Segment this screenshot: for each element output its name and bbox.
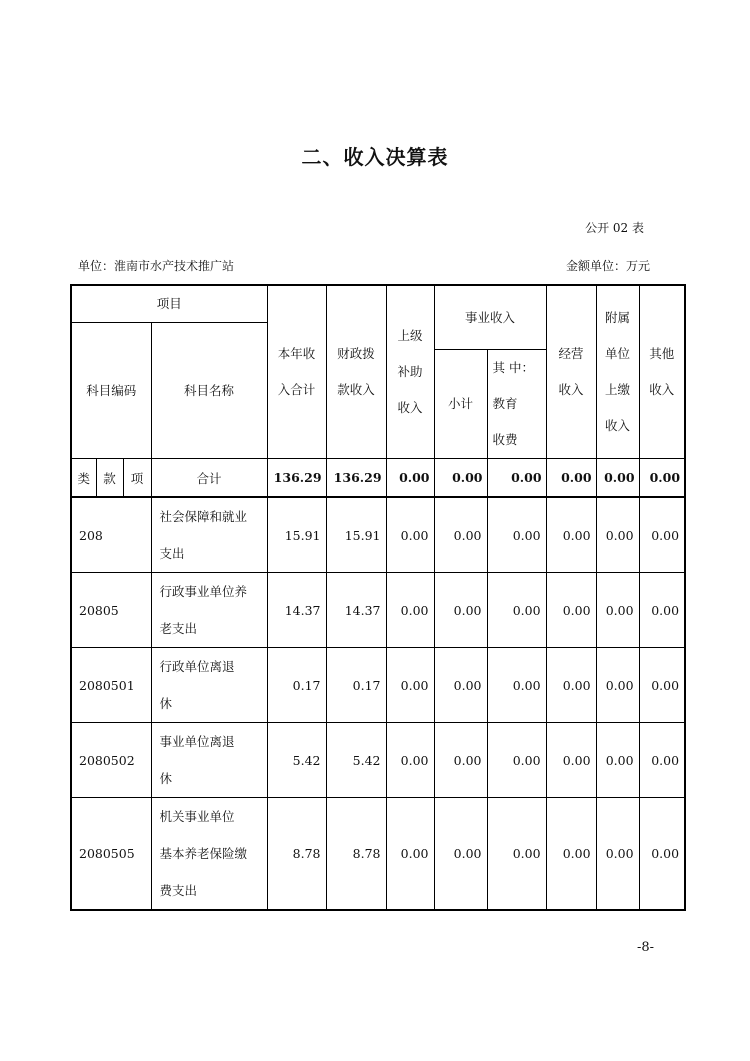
row-value: 0.00	[386, 648, 434, 723]
total-value: 136.29	[326, 459, 386, 498]
header-education-line: 教育	[492, 396, 518, 411]
header-superior-line: 收入	[397, 400, 423, 415]
row-value: 0.00	[546, 648, 596, 723]
row-name-line: 支出	[159, 546, 185, 561]
header-operating	[546, 285, 596, 459]
row-value: 0.00	[639, 573, 685, 648]
total-value: 0.00	[639, 459, 685, 498]
header-superior	[386, 285, 434, 459]
row-value: 0.00	[487, 573, 546, 648]
total-value: 0.00	[487, 459, 546, 498]
form-number: 公开 02 表	[585, 221, 644, 235]
row-value: 0.17	[326, 648, 386, 723]
table-row	[71, 573, 685, 648]
row-value: 0.00	[434, 497, 487, 573]
header-subtotal: 小计	[434, 350, 487, 459]
header-operating-line: 收入	[558, 382, 584, 397]
total-value: 0.00	[434, 459, 487, 498]
table-row	[71, 497, 685, 573]
row-value: 0.00	[596, 723, 639, 798]
header-affiliated-line: 收入	[605, 418, 631, 433]
row-name-line: 基本养老保险缴	[159, 846, 248, 861]
row-value: 0.00	[639, 497, 685, 573]
header-other-line: 其他	[649, 346, 675, 361]
row-value: 0.00	[386, 798, 434, 911]
row-value: 0.00	[596, 648, 639, 723]
table-row	[71, 798, 685, 911]
row-value: 5.42	[267, 723, 326, 798]
row-value: 14.37	[267, 573, 326, 648]
row-value: 0.00	[546, 723, 596, 798]
row-value: 5.42	[326, 723, 386, 798]
page-number: -8-	[636, 940, 654, 955]
unit-label: 单位：淮南市水产技术推广站	[78, 259, 235, 273]
row-code: 20805	[71, 573, 151, 648]
row-name	[151, 497, 267, 573]
row-value: 0.00	[639, 798, 685, 911]
header-fiscal-line: 财政拨	[337, 346, 375, 361]
row-name-line: 行政单位离退	[159, 659, 235, 674]
header-affiliated	[596, 285, 639, 459]
row-value: 0.00	[386, 723, 434, 798]
amount-unit-label: 金额单位：万元	[565, 259, 650, 273]
header-business: 事业收入	[434, 285, 546, 350]
header-total	[267, 285, 326, 459]
row-name-line: 社会保障和就业	[159, 509, 248, 524]
header-affiliated-line: 附属	[605, 310, 631, 325]
row-code: 208	[71, 497, 151, 573]
header-item-sub: 项	[123, 459, 151, 498]
header-affiliated-line: 上缴	[605, 382, 631, 397]
header-fiscal	[326, 285, 386, 459]
header-other	[639, 285, 685, 459]
row-value: 0.00	[434, 723, 487, 798]
row-value: 8.78	[267, 798, 326, 911]
row-value: 0.00	[386, 573, 434, 648]
row-value: 15.91	[267, 497, 326, 573]
row-name-line: 休	[159, 771, 173, 786]
header-education-line: 其 中：	[492, 360, 534, 375]
row-name	[151, 648, 267, 723]
row-name-line: 行政事业单位养	[159, 584, 248, 599]
row-name	[151, 723, 267, 798]
total-value: 0.00	[386, 459, 434, 498]
table-row	[71, 648, 685, 723]
total-value: 0.00	[546, 459, 596, 498]
row-value: 0.00	[487, 723, 546, 798]
row-value: 14.37	[326, 573, 386, 648]
row-value: 15.91	[326, 497, 386, 573]
row-value: 0.00	[434, 648, 487, 723]
total-value: 0.00	[596, 459, 639, 498]
header-name: 科目名称	[151, 323, 267, 459]
header-fiscal-line: 款收入	[337, 382, 375, 397]
row-value: 0.00	[639, 648, 685, 723]
row-value: 0.00	[434, 573, 487, 648]
row-name-line: 费支出	[159, 883, 198, 898]
table-row	[71, 723, 685, 798]
row-value: 0.00	[546, 798, 596, 911]
header-education-line: 收费	[492, 432, 518, 447]
header-superior-line: 上级	[397, 328, 423, 343]
header-total-line: 入合计	[277, 382, 316, 397]
header-superior-line: 补助	[397, 364, 423, 379]
row-value: 0.00	[487, 648, 546, 723]
row-code: 2080501	[71, 648, 151, 723]
header-code: 科目编码	[71, 323, 151, 459]
row-value: 0.00	[487, 798, 546, 911]
header-item: 项目	[71, 285, 267, 323]
row-name-line: 老支出	[159, 621, 198, 636]
row-value: 0.00	[546, 497, 596, 573]
row-value: 0.00	[386, 497, 434, 573]
header-section: 款	[96, 459, 123, 498]
row-name	[151, 573, 267, 648]
total-row	[71, 459, 685, 498]
row-value: 0.00	[596, 573, 639, 648]
row-value: 0.00	[487, 497, 546, 573]
row-value: 8.78	[326, 798, 386, 911]
row-value: 0.00	[596, 798, 639, 911]
header-other-line: 收入	[649, 382, 675, 397]
total-value: 136.29	[267, 459, 326, 498]
row-code: 2080505	[71, 798, 151, 911]
row-name-line: 事业单位离退	[159, 734, 235, 749]
total-label: 合计	[151, 459, 267, 498]
header-operating-line: 经营	[558, 346, 584, 361]
header-total-line: 本年收	[277, 346, 316, 361]
header-education	[487, 350, 546, 459]
page-title: 二、收入决算表	[301, 145, 449, 169]
row-value: 0.00	[434, 798, 487, 911]
row-name-line: 机关事业单位	[159, 809, 235, 824]
row-value: 0.17	[267, 648, 326, 723]
header-class: 类	[71, 459, 96, 498]
row-value: 0.00	[639, 723, 685, 798]
income-table	[70, 284, 686, 911]
row-name	[151, 798, 267, 911]
row-name-line: 休	[159, 696, 173, 711]
row-value: 0.00	[596, 497, 639, 573]
header-affiliated-line: 单位	[605, 346, 631, 361]
row-value: 0.00	[546, 573, 596, 648]
row-code: 2080502	[71, 723, 151, 798]
